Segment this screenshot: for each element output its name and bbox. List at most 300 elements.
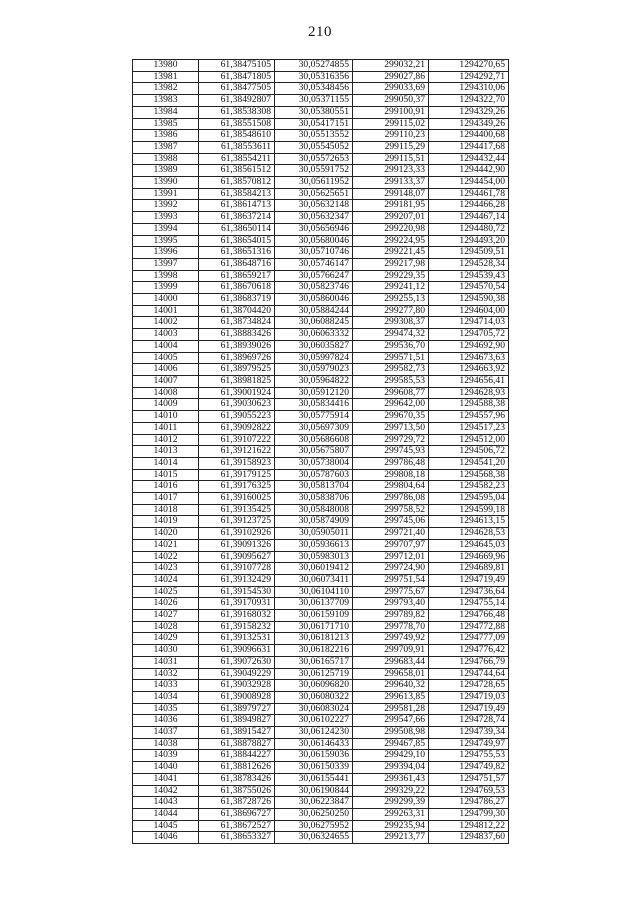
point-number-cell: 14041 [133,773,199,785]
table-row [133,481,509,493]
longitude-cell: 30,05625651 [275,188,353,200]
point-number-cell: 14040 [133,762,199,774]
longitude-cell: 30,05983013 [275,551,353,563]
latitude-cell: 61,38915427 [199,727,275,739]
longitude-cell: 30,05912120 [275,387,353,399]
latitude-cell: 61,38475105 [199,60,275,72]
longitude-cell: 30,05997824 [275,352,353,364]
point-number-cell: 13986 [133,130,199,142]
table-row [133,235,509,247]
table-row [133,434,509,446]
point-number-cell: 13988 [133,153,199,165]
point-number-cell: 14014 [133,457,199,469]
y-coordinate-cell: 1294442,90 [429,165,509,177]
latitude-cell: 61,38939026 [199,340,275,352]
x-coordinate-cell: 299133,37 [353,177,429,189]
table-row [133,504,509,516]
point-number-cell: 14009 [133,399,199,411]
y-coordinate-cell: 1294582,23 [429,481,509,493]
longitude-cell: 30,05775914 [275,411,353,423]
x-coordinate-cell: 299220,98 [353,223,429,235]
longitude-cell: 30,05680046 [275,235,353,247]
longitude-cell: 30,05591752 [275,165,353,177]
table-row [133,703,509,715]
y-coordinate-cell: 1294628,53 [429,528,509,540]
x-coordinate-cell: 299115,02 [353,118,429,130]
point-number-cell: 14033 [133,680,199,692]
longitude-cell: 30,05274855 [275,60,353,72]
point-number-cell: 14035 [133,703,199,715]
x-coordinate-cell: 299571,51 [353,352,429,364]
y-coordinate-cell: 1294349,26 [429,118,509,130]
longitude-cell: 30,06073411 [275,574,353,586]
y-coordinate-cell: 1294568,38 [429,469,509,481]
table-row [133,493,509,505]
y-coordinate-cell: 1294454,00 [429,177,509,189]
table-row [133,282,509,294]
table-row [133,141,509,153]
y-coordinate-cell: 1294599,18 [429,504,509,516]
y-coordinate-cell: 1294751,57 [429,773,509,785]
longitude-cell: 30,06104110 [275,586,353,598]
longitude-cell: 30,05766247 [275,270,353,282]
y-coordinate-cell: 1294493,20 [429,235,509,247]
latitude-cell: 61,38969726 [199,352,275,364]
x-coordinate-cell: 299329,22 [353,785,429,797]
point-number-cell: 13980 [133,60,199,72]
longitude-cell: 30,06019412 [275,563,353,575]
longitude-cell: 30,06223847 [275,797,353,809]
y-coordinate-cell: 1294628,93 [429,387,509,399]
table-row [133,809,509,821]
y-coordinate-cell: 1294466,28 [429,200,509,212]
longitude-cell: 30,05738004 [275,457,353,469]
longitude-cell: 30,05838706 [275,493,353,505]
x-coordinate-cell: 299181,95 [353,200,429,212]
longitude-cell: 30,05417151 [275,118,353,130]
table-row [133,645,509,657]
y-coordinate-cell: 1294517,23 [429,422,509,434]
latitude-cell: 61,38584213 [199,188,275,200]
y-coordinate-cell: 1294604,00 [429,305,509,317]
longitude-cell: 30,06080322 [275,691,353,703]
longitude-cell: 30,05710746 [275,247,353,259]
latitude-cell: 61,39032928 [199,680,275,692]
latitude-cell: 61,39160025 [199,493,275,505]
point-number-cell: 14036 [133,715,199,727]
latitude-cell: 61,38728726 [199,797,275,809]
table-row [133,820,509,832]
point-number-cell: 14007 [133,375,199,387]
point-number-cell: 14031 [133,656,199,668]
table-row [133,375,509,387]
table-row [133,563,509,575]
table-row [133,106,509,118]
y-coordinate-cell: 1294461,78 [429,188,509,200]
x-coordinate-cell: 299110,23 [353,130,429,142]
table-row [133,574,509,586]
point-number-cell: 14042 [133,785,199,797]
x-coordinate-cell: 299658,01 [353,668,429,680]
y-coordinate-cell: 1294744,64 [429,668,509,680]
table-row [133,165,509,177]
latitude-cell: 61,38548610 [199,130,275,142]
longitude-cell: 30,05656946 [275,223,353,235]
x-coordinate-cell: 299751,54 [353,574,429,586]
x-coordinate-cell: 299100,91 [353,106,429,118]
y-coordinate-cell: 1294432,44 [429,153,509,165]
latitude-cell: 61,38538308 [199,106,275,118]
point-number-cell: 14010 [133,411,199,423]
point-number-cell: 14020 [133,528,199,540]
table-row [133,797,509,809]
y-coordinate-cell: 1294400,68 [429,130,509,142]
table-row [133,71,509,83]
x-coordinate-cell: 299467,85 [353,738,429,750]
point-number-cell: 13992 [133,200,199,212]
latitude-cell: 61,38844227 [199,750,275,762]
point-number-cell: 14023 [133,563,199,575]
latitude-cell: 61,39030623 [199,399,275,411]
x-coordinate-cell: 299709,91 [353,645,429,657]
latitude-cell: 61,38981825 [199,375,275,387]
longitude-cell: 30,06124230 [275,727,353,739]
point-number-cell: 14005 [133,352,199,364]
x-coordinate-cell: 299027,86 [353,71,429,83]
table-row [133,411,509,423]
longitude-cell: 30,05686608 [275,434,353,446]
x-coordinate-cell: 299394,04 [353,762,429,774]
x-coordinate-cell: 299217,98 [353,258,429,270]
y-coordinate-cell: 1294656,41 [429,375,509,387]
x-coordinate-cell: 299115,29 [353,141,429,153]
longitude-cell: 30,05632148 [275,200,353,212]
table-row [133,364,509,376]
table-row [133,586,509,598]
latitude-cell: 61,38949827 [199,715,275,727]
x-coordinate-cell: 299474,32 [353,329,429,341]
point-number-cell: 14021 [133,539,199,551]
point-number-cell: 14000 [133,294,199,306]
x-coordinate-cell: 299786,48 [353,457,429,469]
point-number-cell: 14044 [133,809,199,821]
x-coordinate-cell: 299804,64 [353,481,429,493]
y-coordinate-cell: 1294714,03 [429,317,509,329]
latitude-cell: 61,38651316 [199,247,275,259]
table-row [133,539,509,551]
x-coordinate-cell: 299582,73 [353,364,429,376]
latitude-cell: 61,38704420 [199,305,275,317]
latitude-cell: 61,39123725 [199,516,275,528]
y-coordinate-cell: 1294663,92 [429,364,509,376]
latitude-cell: 61,38554211 [199,153,275,165]
longitude-cell: 30,05675807 [275,446,353,458]
longitude-cell: 30,06137709 [275,598,353,610]
latitude-cell: 61,38734824 [199,317,275,329]
y-coordinate-cell: 1294480,72 [429,223,509,235]
x-coordinate-cell: 299786,08 [353,493,429,505]
x-coordinate-cell: 299749,92 [353,633,429,645]
x-coordinate-cell: 299642,00 [353,399,429,411]
y-coordinate-cell: 1294749,82 [429,762,509,774]
y-coordinate-cell: 1294837,60 [429,832,509,844]
x-coordinate-cell: 299758,52 [353,504,429,516]
y-coordinate-cell: 1294777,09 [429,633,509,645]
x-coordinate-cell: 299299,39 [353,797,429,809]
x-coordinate-cell: 299123,33 [353,165,429,177]
x-coordinate-cell: 299547,66 [353,715,429,727]
point-number-cell: 14027 [133,610,199,622]
table-row [133,691,509,703]
longitude-cell: 30,06171710 [275,621,353,633]
y-coordinate-cell: 1294755,53 [429,750,509,762]
latitude-cell: 61,38471805 [199,71,275,83]
coordinates-table [132,59,509,844]
point-number-cell: 13984 [133,106,199,118]
table-row [133,680,509,692]
x-coordinate-cell: 299683,44 [353,656,429,668]
x-coordinate-cell: 299213,77 [353,832,429,844]
latitude-cell: 61,38979727 [199,703,275,715]
y-coordinate-cell: 1294509,51 [429,247,509,259]
table-row [133,270,509,282]
y-coordinate-cell: 1294417,68 [429,141,509,153]
longitude-cell: 30,05316356 [275,71,353,83]
table-row [133,153,509,165]
point-number-cell: 14012 [133,434,199,446]
latitude-cell: 61,39168032 [199,610,275,622]
table-row [133,60,509,72]
x-coordinate-cell: 299808,18 [353,469,429,481]
longitude-cell: 30,05632347 [275,212,353,224]
point-number-cell: 14046 [133,832,199,844]
point-number-cell: 13981 [133,71,199,83]
point-number-cell: 13994 [133,223,199,235]
table-row [133,551,509,563]
table-row [133,773,509,785]
longitude-cell: 30,05371155 [275,95,353,107]
table-row [133,212,509,224]
table-row [133,457,509,469]
longitude-cell: 30,05964822 [275,375,353,387]
x-coordinate-cell: 299793,40 [353,598,429,610]
latitude-cell: 61,38637214 [199,212,275,224]
x-coordinate-cell: 299712,01 [353,551,429,563]
y-coordinate-cell: 1294467,14 [429,212,509,224]
y-coordinate-cell: 1294669,96 [429,551,509,563]
latitude-cell: 61,39121622 [199,446,275,458]
longitude-cell: 30,06088245 [275,317,353,329]
point-number-cell: 14045 [133,820,199,832]
longitude-cell: 30,06324655 [275,832,353,844]
y-coordinate-cell: 1294739,34 [429,727,509,739]
latitude-cell: 61,39055223 [199,411,275,423]
longitude-cell: 30,05874909 [275,516,353,528]
point-number-cell: 14011 [133,422,199,434]
x-coordinate-cell: 299745,06 [353,516,429,528]
latitude-cell: 61,39154530 [199,586,275,598]
y-coordinate-cell: 1294506,72 [429,446,509,458]
point-number-cell: 14019 [133,516,199,528]
point-number-cell: 14002 [133,317,199,329]
table-row [133,610,509,622]
point-number-cell: 14001 [133,305,199,317]
point-number-cell: 14038 [133,738,199,750]
table-row [133,223,509,235]
x-coordinate-cell: 299745,93 [353,446,429,458]
x-coordinate-cell: 299263,31 [353,809,429,821]
y-coordinate-cell: 1294776,42 [429,645,509,657]
latitude-cell: 61,38551508 [199,118,275,130]
y-coordinate-cell: 1294588,38 [429,399,509,411]
y-coordinate-cell: 1294799,30 [429,809,509,821]
longitude-cell: 30,06125719 [275,668,353,680]
table-row [133,258,509,270]
x-coordinate-cell: 299115,51 [353,153,429,165]
longitude-cell: 30,05746147 [275,258,353,270]
point-number-cell: 14008 [133,387,199,399]
table-row [133,247,509,259]
y-coordinate-cell: 1294557,96 [429,411,509,423]
latitude-cell: 61,39091326 [199,539,275,551]
latitude-cell: 61,38883426 [199,329,275,341]
longitude-cell: 30,05513552 [275,130,353,142]
latitude-cell: 61,39049229 [199,668,275,680]
table-row [133,305,509,317]
point-number-cell: 14030 [133,645,199,657]
table-row [133,715,509,727]
latitude-cell: 61,38979525 [199,364,275,376]
y-coordinate-cell: 1294719,03 [429,691,509,703]
table-row [133,387,509,399]
point-number-cell: 14015 [133,469,199,481]
latitude-cell: 61,38570812 [199,177,275,189]
point-number-cell: 14018 [133,504,199,516]
y-coordinate-cell: 1294512,00 [429,434,509,446]
x-coordinate-cell: 299608,77 [353,387,429,399]
latitude-cell: 61,39132429 [199,574,275,586]
y-coordinate-cell: 1294769,53 [429,785,509,797]
latitude-cell: 61,38561512 [199,165,275,177]
latitude-cell: 61,38683719 [199,294,275,306]
longitude-cell: 30,05823746 [275,282,353,294]
table-row [133,83,509,95]
table-row [133,118,509,130]
table-row [133,668,509,680]
point-number-cell: 14017 [133,493,199,505]
longitude-cell: 30,05545052 [275,141,353,153]
point-number-cell: 13982 [133,83,199,95]
latitude-cell: 61,38650114 [199,223,275,235]
longitude-cell: 30,05860046 [275,294,353,306]
x-coordinate-cell: 299536,70 [353,340,429,352]
y-coordinate-cell: 1294719,49 [429,703,509,715]
longitude-cell: 30,05611952 [275,177,353,189]
table-row [133,633,509,645]
table-row [133,188,509,200]
point-number-cell: 14032 [133,668,199,680]
table-row [133,762,509,774]
table-row [133,738,509,750]
table-row [133,528,509,540]
table-row [133,294,509,306]
latitude-cell: 61,38670618 [199,282,275,294]
x-coordinate-cell: 299778,70 [353,621,429,633]
y-coordinate-cell: 1294673,63 [429,352,509,364]
point-number-cell: 13999 [133,282,199,294]
x-coordinate-cell: 299361,43 [353,773,429,785]
point-number-cell: 14022 [133,551,199,563]
longitude-cell: 30,05348456 [275,83,353,95]
latitude-cell: 61,38696727 [199,809,275,821]
latitude-cell: 61,39176325 [199,481,275,493]
point-number-cell: 14037 [133,727,199,739]
x-coordinate-cell: 299033,69 [353,83,429,95]
table-row [133,317,509,329]
longitude-cell: 30,06181213 [275,633,353,645]
x-coordinate-cell: 299713,50 [353,422,429,434]
latitude-cell: 61,39095627 [199,551,275,563]
table-row [133,598,509,610]
latitude-cell: 61,38755026 [199,785,275,797]
y-coordinate-cell: 1294766,48 [429,610,509,622]
table-row [133,130,509,142]
latitude-cell: 61,39008928 [199,691,275,703]
table-row [133,177,509,189]
point-number-cell: 13987 [133,141,199,153]
table-row [133,832,509,844]
point-number-cell: 14028 [133,621,199,633]
y-coordinate-cell: 1294812,22 [429,820,509,832]
coordinates-table-body [133,60,509,844]
x-coordinate-cell: 299729,72 [353,434,429,446]
x-coordinate-cell: 299255,13 [353,294,429,306]
point-number-cell: 13995 [133,235,199,247]
y-coordinate-cell: 1294292,71 [429,71,509,83]
longitude-cell: 30,06035827 [275,340,353,352]
latitude-cell: 61,39158232 [199,621,275,633]
table-row [133,621,509,633]
longitude-cell: 30,05936613 [275,539,353,551]
latitude-cell: 61,38648716 [199,258,275,270]
x-coordinate-cell: 299148,07 [353,188,429,200]
x-coordinate-cell: 299789,82 [353,610,429,622]
point-number-cell: 14029 [133,633,199,645]
x-coordinate-cell: 299429,10 [353,750,429,762]
longitude-cell: 30,06150339 [275,762,353,774]
longitude-cell: 30,05884244 [275,305,353,317]
table-row [133,656,509,668]
longitude-cell: 30,05572653 [275,153,353,165]
longitude-cell: 30,06275952 [275,820,353,832]
y-coordinate-cell: 1294528,34 [429,258,509,270]
longitude-cell: 30,06102227 [275,715,353,727]
table-row [133,750,509,762]
y-coordinate-cell: 1294728,65 [429,680,509,692]
longitude-cell: 30,05787603 [275,469,353,481]
latitude-cell: 61,39107728 [199,563,275,575]
y-coordinate-cell: 1294692,90 [429,340,509,352]
point-number-cell: 13996 [133,247,199,259]
point-number-cell: 13997 [133,258,199,270]
x-coordinate-cell: 299032,21 [353,60,429,72]
y-coordinate-cell: 1294719,49 [429,574,509,586]
latitude-cell: 61,39001924 [199,387,275,399]
x-coordinate-cell: 299581,28 [353,703,429,715]
y-coordinate-cell: 1294705,72 [429,329,509,341]
point-number-cell: 14039 [133,750,199,762]
x-coordinate-cell: 299613,85 [353,691,429,703]
